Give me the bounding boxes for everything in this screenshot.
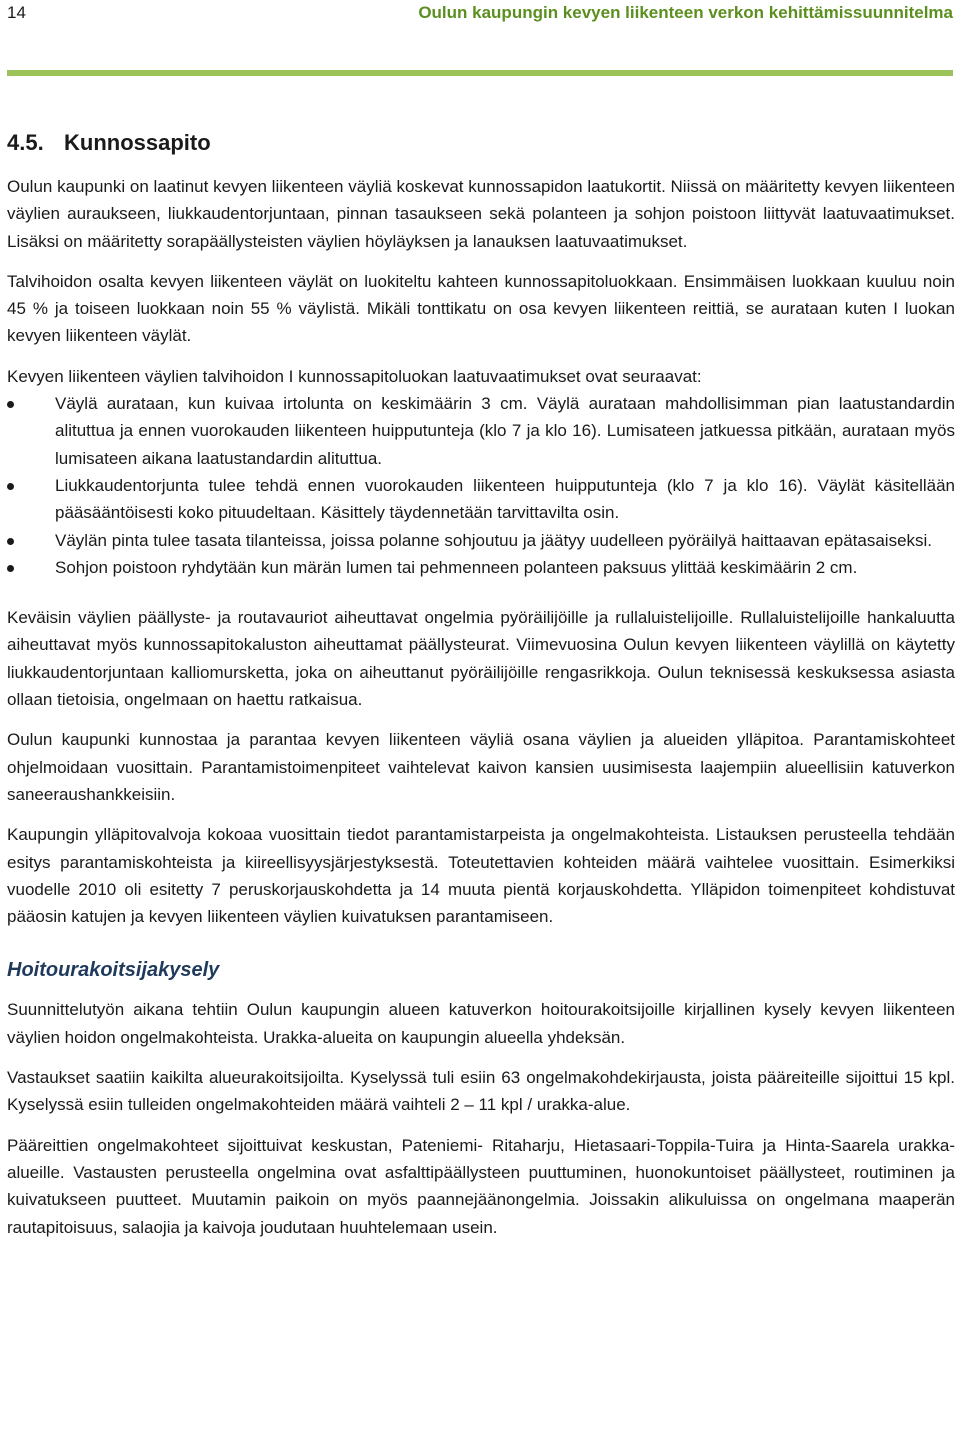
document-body xyxy=(7,128,955,1254)
bullet-icon xyxy=(7,401,14,408)
paragraph: Pääreittien ongelmakohteet sijoittuivat keskustan, Pateniemi- Ritaharju, Hietasaari-Toppila-Tuira ja Hinta-Saarela urakka-alueille. Vastausten perusteella ongelmina ovat asfalttipäällysteen puuttuminen, huonokuntoiset päällysteet, routiminen ja kuivatukseen puutteet. Muutamin paikoin on myös paannejäänongelmia. Joissakin alikuluissa on ongelmana maaperän rautapitoisuus, salaojia ja kaivoja joudutaan huuhtelemaan usein. xyxy=(7,1135,955,1237)
requirements-list xyxy=(7,390,955,581)
list-item xyxy=(7,527,955,554)
paragraph: Kaupungin ylläpitovalvoja kokoaa vuosittain tiedot parantamistarpeista ja ongelmakohteista. Listauksen perusteella tehdään esitys parantamiskohteista ja kiireellisyysjärjestyksestä. Toteutettavien kohteiden määrä vaihtelee vuosittain. Esimerkiksi vuodelle 2010 oli esitetty 7 peruskorjauskohdetta ja 14 muuta pientä korjauskohdetta. Ylläpidon toimenpiteet kohdistuvat pääosin katujen ja kevyen liikenteen väylien kuivatuksen parantamiseen. xyxy=(7,825,955,927)
paragraph: Oulun kaupunki kunnostaa ja parantaa kevyen liikenteen väyliä osana väylien ja alueiden ylläpitoa. Parantamiskohteet ohjelmoidaan vuosittain. Parantamistoimenpiteet vaihtelevat kaivon kansien uusimisesta laajempiin alueellisiin katuverkon saneeraushankkeisiin. xyxy=(7,730,955,804)
paragraph: Vastaukset saatiin kaikilta alueurakoitsijoilta. Kyselyssä tuli esiin 63 ongelmakohdekirjausta, joista pääreiteille sijoittui 15 kpl. Kyselyssä esiin tulleiden ongelmakohteiden määrä vaihteli 2 – 11 kpl / urakka-alue. xyxy=(7,1068,955,1115)
section-heading xyxy=(7,128,955,158)
bullet-icon xyxy=(7,565,14,572)
list-intro: Kevyen liikenteen väylien talvihoidon I kunnossapitoluokan laatuvaatimukset ovat seuraavat: xyxy=(7,366,702,386)
paragraph: Suunnittelutyön aikana tehtiin Oulun kaupungin alueen katuverkon hoitourakoitsijoille kirjallinen kysely kevyen liikenteen väylien hoidon ongelmakohteista. Urakka-alueita on kaupungin alueella yhdeksän. xyxy=(7,1000,955,1047)
list-item-text: Väylän pinta tulee tasata tilanteissa, joissa polanne sohjoutuu ja jäätyy uudelleen pyöräilyä haittaavan epätasaiseksi. xyxy=(55,530,933,550)
page-header xyxy=(0,0,960,76)
bullet-icon xyxy=(7,538,14,545)
bullet-icon xyxy=(7,483,14,490)
subsection-heading: Hoitourakoitsijakysely xyxy=(7,959,220,982)
list-item-text: Sohjon poistoon ryhdytään kun märän lumen tai pehmenneen polanteen paksuus ylittää keskimäärin 2 cm. xyxy=(55,557,858,577)
list-item xyxy=(7,472,955,527)
paragraph: Oulun kaupunki on laatinut kevyen liikenteen väyliä koskevat kunnossapidon laatukortit. Niissä on määritetty kevyen liikenteen väylien auraukseen, liukkaudentorjuntaan, pinnan tasaukseen sekä polanteen ja sohjon poistoon liittyvät laatuvaatimukset. Lisäksi on määritetty sorapäällysteisten väylien höyläyksen ja lanauksen laatuvaatimukset. xyxy=(7,177,955,251)
section-number: 4.5. xyxy=(7,130,44,155)
header-rule xyxy=(7,70,953,76)
paragraph: Keväisin väylien päällyste- ja routavauriot aiheuttavat ongelmia pyöräilijöille ja rullaluistelijoille. Rullaluistelijoille hankaluutta aiheuttavat myös kunnossapitokaluston aiheuttamat päällysteurat. Viimevuosina Oulun kevyen liikenteen väylillä on käytetty liukkaudentorjuntaan kalliomursketta, joka on aiheuttanut pyöräilijöille rengasrikkoja. Oulun teknisessä keskuksessa asiasta ollaan tietoisia, ongelmaan on haettu ratkaisua. xyxy=(7,608,955,710)
list-item-text: Liukkaudentorjunta tulee tehdä ennen vuorokauden liikenteen huipputunteja (klo 7 ja klo 16). Väylät käsitellään pääsääntöisesti koko pituudeltaan. Käsittely täydennetään tarvittavilta osin. xyxy=(55,475,955,523)
list-item xyxy=(7,390,955,472)
section-title: Kunnossapito xyxy=(64,130,211,155)
list-item-text: Väylä aurataan, kun kuivaa irtolunta on keskimäärin 3 cm. Väylä aurataan mahdollisimman pian laatustandardin alituttua ja ennen vuorokauden liikenteen huipputunteja (klo 7 ja klo 16). Lumisateen jatkuessa pitkään, aurataan myös lumisateen aikana laatustandardin alituttua. xyxy=(55,394,955,468)
paragraph: Talvihoidon osalta kevyen liikenteen väylät on luokiteltu kahteen kunnossapitoluokkaan. Ensimmäisen luokkaan kuuluu noin 45 % ja toiseen luokkaan noin 55 % väylistä. Mikäli tonttikatu on osa kevyen liikenteen reittiä, se aurataan kuten I luokan kevyen liikenteen väylät. xyxy=(7,271,955,346)
list-item xyxy=(7,554,955,581)
running-title: Oulun kaupungin kevyen liikenteen verkon kehittämissuunnitelma xyxy=(418,3,953,22)
page-number: 14 xyxy=(7,3,26,22)
